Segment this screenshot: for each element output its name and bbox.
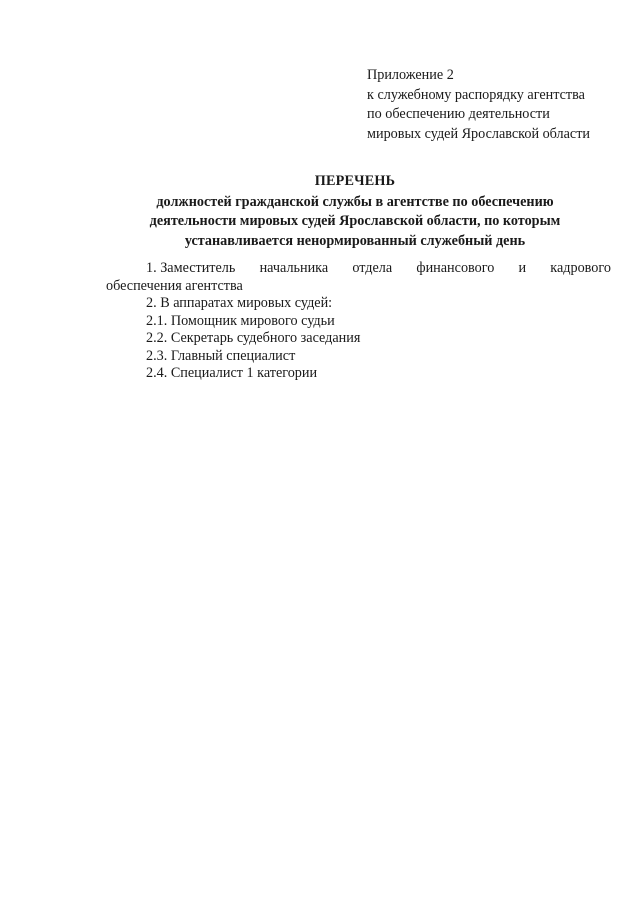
- annex-line: к служебному распорядку агентства: [367, 86, 585, 103]
- title-line: деятельности мировых судей Ярославской области, по которым: [149, 213, 561, 230]
- list-word: отдела: [352, 260, 393, 276]
- list-item-2-2: 2.2. Секретарь судебного заседания: [146, 330, 361, 346]
- list-word: 1. Заместитель: [146, 260, 236, 276]
- annex-line: мировых судей Ярославской области: [367, 125, 591, 142]
- annex-line: по обеспечению деятельности: [367, 106, 550, 123]
- title-line: устанавливается ненормированный служебный день: [184, 232, 526, 249]
- list-word: начальника: [259, 260, 329, 276]
- list-item-2-1: 2.1. Помощник мирового судьи: [146, 312, 335, 329]
- title-main: ПЕРЕЧЕНЬ: [314, 173, 396, 189]
- document-title: [100, 172, 610, 251]
- list-item-2: 2. В аппаратах мировых судей:: [146, 295, 333, 311]
- annex-header: [367, 66, 617, 144]
- list-item-1-line: [106, 260, 611, 278]
- annex-line: Приложение 2: [367, 67, 454, 83]
- list-item-2-4: 2.4. Специалист 1 категории: [146, 365, 318, 381]
- title-line: должностей гражданской службы в агентстве по обеспечению: [156, 193, 554, 210]
- list-word: финансового: [416, 260, 495, 276]
- list-word: и: [518, 260, 527, 276]
- list-word: кадрового: [550, 260, 611, 276]
- list-item-2-3: 2.3. Главный специалист: [146, 347, 296, 364]
- list-item-1-continuation: обеспечения агентства: [106, 277, 243, 294]
- positions-list: [106, 260, 611, 383]
